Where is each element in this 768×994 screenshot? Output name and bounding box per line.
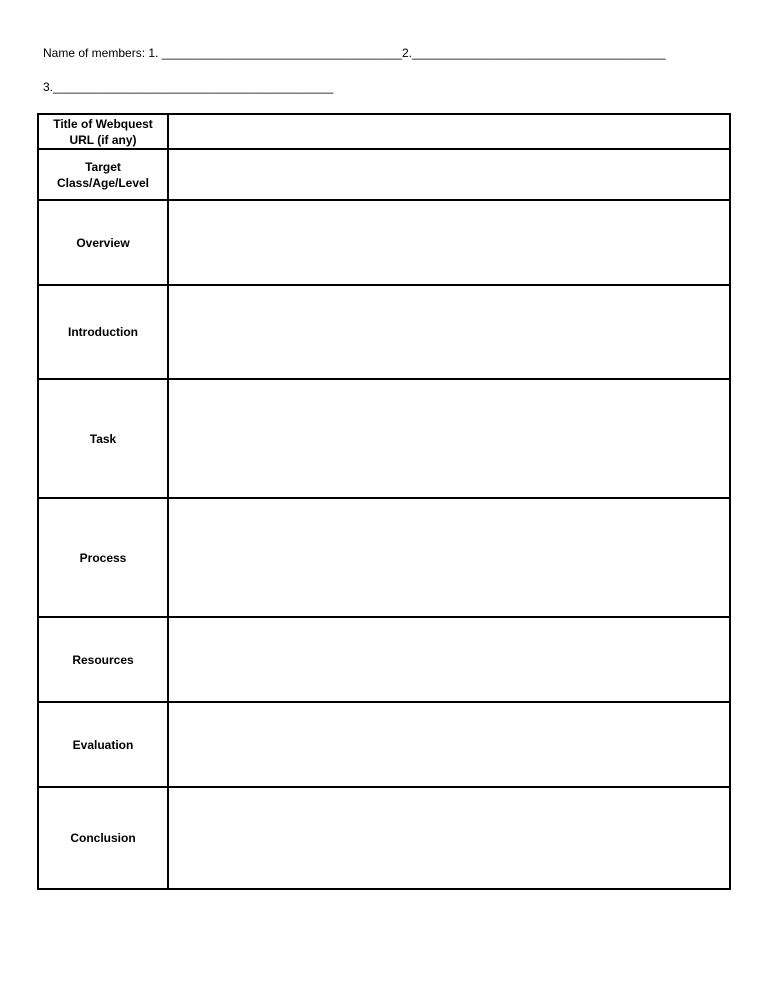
label-title-url [38, 114, 168, 149]
field-task[interactable] [168, 379, 730, 498]
row-title [38, 114, 730, 149]
field-process[interactable] [168, 498, 730, 617]
label-target-line: Target [85, 159, 121, 174]
label-url-line: URL (if any) [69, 132, 137, 147]
webquest-form-table [37, 113, 731, 890]
label-overview: Overview [38, 200, 168, 285]
field-conclusion[interactable] [168, 787, 730, 889]
field-target[interactable] [168, 149, 730, 200]
field-overview[interactable] [168, 200, 730, 285]
row-evaluation [38, 702, 730, 787]
label-process: Process [38, 498, 168, 617]
label-resources: Resources [38, 617, 168, 702]
field-introduction[interactable] [168, 285, 730, 379]
label-conclusion: Conclusion [38, 787, 168, 889]
label-target [38, 149, 168, 200]
field-title-url[interactable] [168, 114, 730, 149]
members-prefix: Name of members: 1. [43, 46, 162, 60]
member-3-blank[interactable]: __________________________________________ [53, 80, 334, 94]
label-evaluation: Evaluation [38, 702, 168, 787]
field-resources[interactable] [168, 617, 730, 702]
members-line-2 [43, 80, 333, 94]
label-title-line: Title of Webquest [53, 116, 153, 131]
label-class-age-level-line: Class/Age/Level [56, 175, 150, 190]
label-task: Task [38, 379, 168, 498]
row-introduction [38, 285, 730, 379]
row-process [38, 498, 730, 617]
members-line-1 [43, 46, 666, 60]
member-2-prefix: 2. [401, 46, 412, 60]
field-evaluation[interactable] [168, 702, 730, 787]
label-introduction: Introduction [38, 285, 168, 379]
row-target [38, 149, 730, 200]
row-conclusion [38, 787, 730, 889]
row-task [38, 379, 730, 498]
member-3-prefix: 3. [43, 80, 54, 94]
row-overview [38, 200, 730, 285]
member-2-blank[interactable]: ______________________________________ [412, 46, 666, 60]
member-1-blank[interactable]: ____________________________________ [161, 46, 402, 60]
row-resources [38, 617, 730, 702]
